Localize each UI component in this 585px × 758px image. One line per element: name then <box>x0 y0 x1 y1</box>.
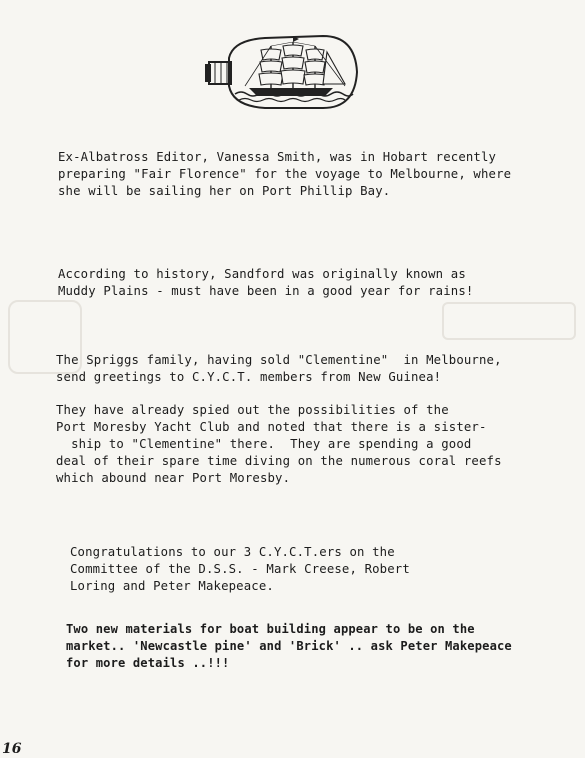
news-item-spriggs-family: The Spriggs family, having sold "Clementine" in Melbourne, send greetings to C.Y.C.T. members from New Guinea! <box>56 353 502 384</box>
news-item-vanessa-smith: Ex-Albatross Editor, Vanessa Smith, was in Hobart recently preparing "Fair Florence" for the voyage to Melbourne, where she will be sailing her on Port Phillip Bay. <box>58 150 512 198</box>
ship-in-bottle-illustration <box>205 28 360 116</box>
news-item-sandford-history: According to history, Sandford was originally known as Muddy Plains - must have been in a good year for rains! <box>58 267 474 298</box>
bleed-through-mark <box>442 302 576 340</box>
news-item-boat-materials: Two new materials for boat building appear to be on the market.. 'Newcastle pine' and 'Brick' .. ask Peter Makepeace for more details ..!!! <box>66 622 512 670</box>
news-item-port-moresby: They have already spied out the possibilities of the Port Moresby Yacht Club and noted that there is a sister- ship to "Clementine" there. They are spending a good deal of their spare time diving on the numerous coral reefs which abound near Port Moresby. <box>56 403 502 485</box>
page-number: 16 <box>2 741 22 757</box>
news-item-congratulations: Congratulations to our 3 C.Y.C.T.ers on the Committee of the D.S.S. - Mark Creese, Robert Loring and Peter Makepeace. <box>70 545 410 593</box>
